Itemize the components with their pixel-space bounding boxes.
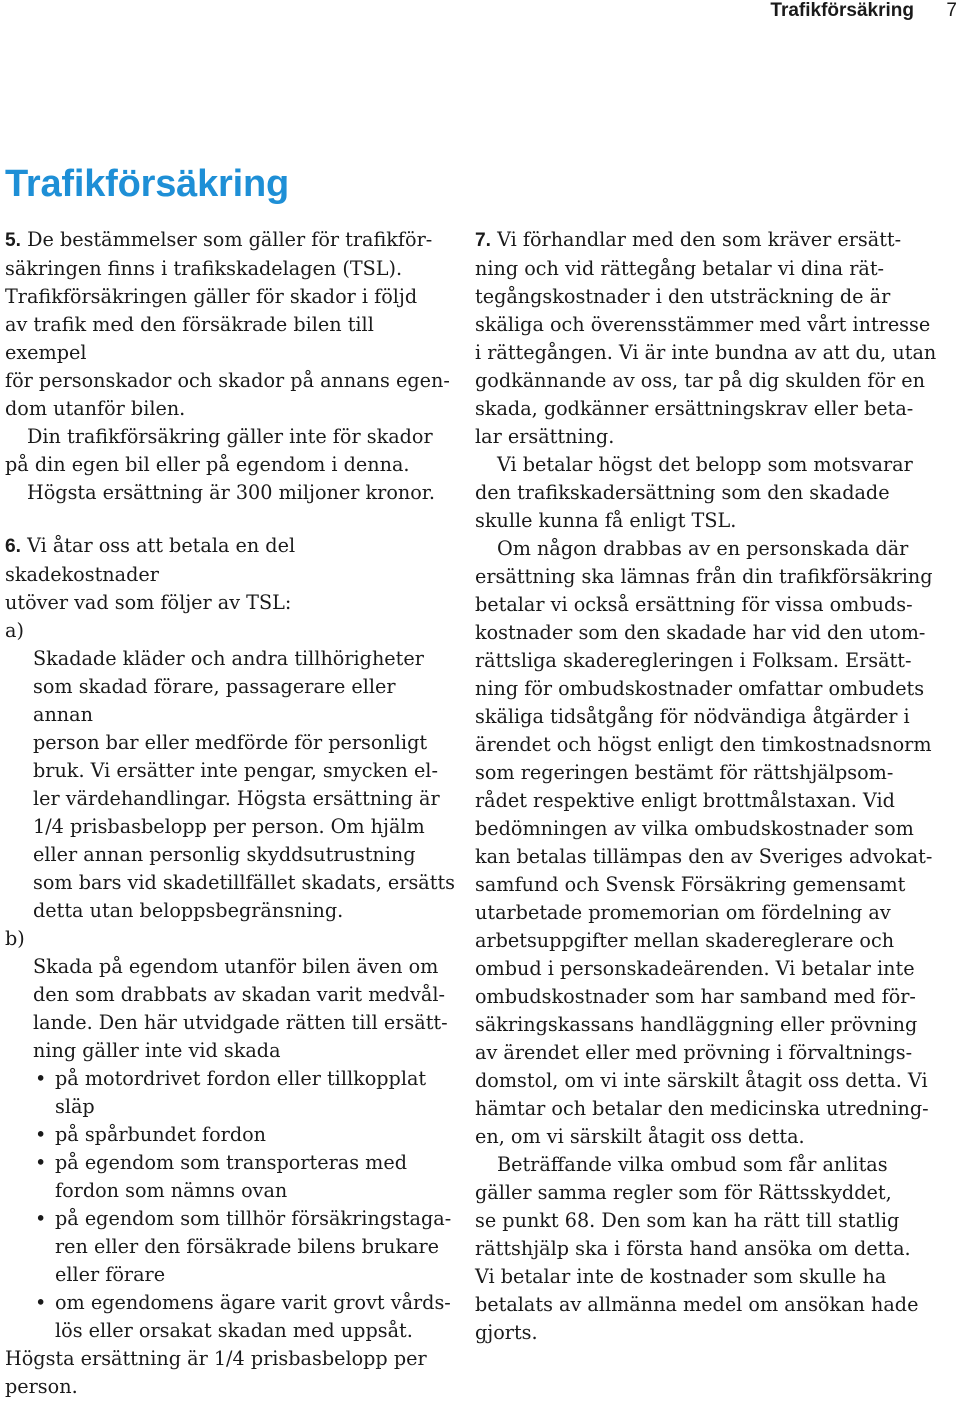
item-5 bbox=[5, 226, 455, 507]
list-item-text: på spårbundet fordon bbox=[55, 1123, 267, 1146]
bullet-icon: • bbox=[35, 1123, 47, 1146]
item-6-closing: Högsta ersättning är 1/4 prisbasbelopp per person. bbox=[5, 1347, 427, 1398]
list-item bbox=[5, 1149, 455, 1205]
list-item-text: på motordrivet fordon eller tillkopplat släp bbox=[55, 1067, 427, 1118]
item-5-number: 5. bbox=[5, 230, 22, 251]
item-7 bbox=[475, 226, 945, 1347]
bullet-icon: • bbox=[35, 1151, 47, 1174]
bullet-icon: • bbox=[35, 1207, 47, 1230]
item-5-text: De bestämmelser som gäller för trafikför- säkringen finns i trafikskadelagen (TSL). Trafikförsäkringen gäller för skador i följd av trafik med den försäkrade bilen till exempel för personskador och skador på annans egen- dom utanför bilen. bbox=[5, 228, 450, 420]
list-item-text: på egendom som tillhör försäkringstaga- ren eller den försäkrade bilens brukare eller förare bbox=[55, 1207, 452, 1286]
list-label-b: b) bbox=[5, 927, 25, 950]
item-7-paragraph-3: Om någon drabbas av en personskada där ersättning ska lämnas från din trafikförsäkring betalar vi också ersättning för vissa ombuds- kostnader som den skadade har vid den utom- rättsliga skaderegleringen i Folksam. Ersätt- ning för ombudskostnader omfattar ombudets skäliga tidsåtgång för nödvändiga åtgärder i ärendet och högst enligt den timkostnadsnorm som regeringen bestämt för rättshjälpsom- rådet respektive enligt brottmålstaxan. Vid bedömningen av vilka ombudskostnader som kan betalas tillämpas den av Sveriges advokat- samfund och Svensk Försäkring gemensamt utarbetade promemorian om fördelning av arbetsuppgifter mellan skadereglerare och ombud i personskadeärenden. Vi betalar inte ombudskostnader som har samband med för- säkringskassans handläggning eller prövning av ärendet eller med prövning i förvaltnings- domstol, om vi inte särskilt åtagit oss detta. Vi hämtar och betalar den medicinska utredning- en, om vi särskilt åtagit oss detta. bbox=[475, 537, 933, 1148]
list-item bbox=[5, 1289, 455, 1345]
list-item bbox=[5, 1065, 455, 1121]
list-item bbox=[5, 1121, 455, 1149]
left-column bbox=[5, 226, 455, 1401]
item-7-text: Vi förhandlar med den som kräver ersätt- ning och vid rättegång betalar vi dina rät- tegångskostnader i den utsträckning de är skäliga och överensstämmer med vårt intresse i rättegången. Vi är inte bundna av att du, utan godkännande av oss, tar på dig skulden för en skada, godkänner ersättningskrav eller beta- lar ersättning. bbox=[475, 228, 937, 448]
item-6 bbox=[5, 532, 455, 1401]
page-number: 7 bbox=[946, 0, 957, 21]
list-label-a: a) bbox=[5, 619, 24, 642]
list-item-text: om egendomens ägare varit grovt vårds- lös eller orsakat skadan med uppsåt. bbox=[55, 1291, 451, 1342]
page-title: Trafikförsäkring bbox=[5, 163, 290, 205]
item-5-paragraph-3: Högsta ersättning är 300 miljoner kronor. bbox=[27, 481, 435, 504]
item-6-bullet-list bbox=[5, 1065, 455, 1345]
item-6-intro bbox=[5, 532, 455, 617]
item-7-paragraph-1 bbox=[475, 226, 945, 451]
item-5-paragraph-2: Din trafikförsäkring gäller inte för skador på din egen bil eller på egendom i denna. bbox=[5, 425, 433, 476]
item-6-list-b bbox=[5, 925, 455, 1065]
item-6-list-a bbox=[5, 617, 455, 925]
right-column bbox=[475, 226, 945, 1347]
list-item bbox=[5, 1205, 455, 1289]
page-header bbox=[0, 0, 960, 22]
item-6-number: 6. bbox=[5, 536, 22, 557]
item-7-paragraph-4: Beträffande vilka ombud som får anlitas gäller samma regler som för Rättsskyddet, se punkt 68. Den som kan ha rätt till statlig rättshjälp ska i första hand ansöka om detta. Vi betalar inte de kostnader som skulle ha betalats av allmänna medel om ansökan hade gjorts. bbox=[475, 1153, 919, 1344]
item-5-paragraph-1 bbox=[5, 226, 455, 423]
list-item-text: på egendom som transporteras med fordon som nämns ovan bbox=[55, 1151, 407, 1202]
list-text-a: Skadade kläder och andra tillhörigheter som skadad förare, passagerare eller annan person bar eller medförde för personligt bruk. Vi ersätter inte pengar, smycken el- ler värdehandlingar. Högsta ersättning är 1/4 prisbasbelopp per person. Om hjälm eller annan personlig skyddsutrustning som bars vid skadetillfället skadats, ersätts detta utan beloppsbegränsning. bbox=[33, 647, 456, 922]
header-section-title: Trafikförsäkring bbox=[770, 0, 914, 21]
item-7-paragraph-2: Vi betalar högst det belopp som motsvarar den trafikskadersättning som den skadade skulle kunna få enligt TSL. bbox=[475, 453, 913, 532]
item-7-number: 7. bbox=[475, 230, 492, 251]
item-6-intro-text: Vi åtar oss att betala en del skadekostnader utöver vad som följer av TSL: bbox=[5, 534, 296, 614]
list-text-b: Skada på egendom utanför bilen även om den som drabbats av skadan varit medvål- lande. Den här utvidgade rätten till ersätt- ning gäller inte vid skada bbox=[33, 955, 448, 1062]
bullet-icon: • bbox=[35, 1067, 47, 1090]
bullet-icon: • bbox=[35, 1291, 47, 1314]
